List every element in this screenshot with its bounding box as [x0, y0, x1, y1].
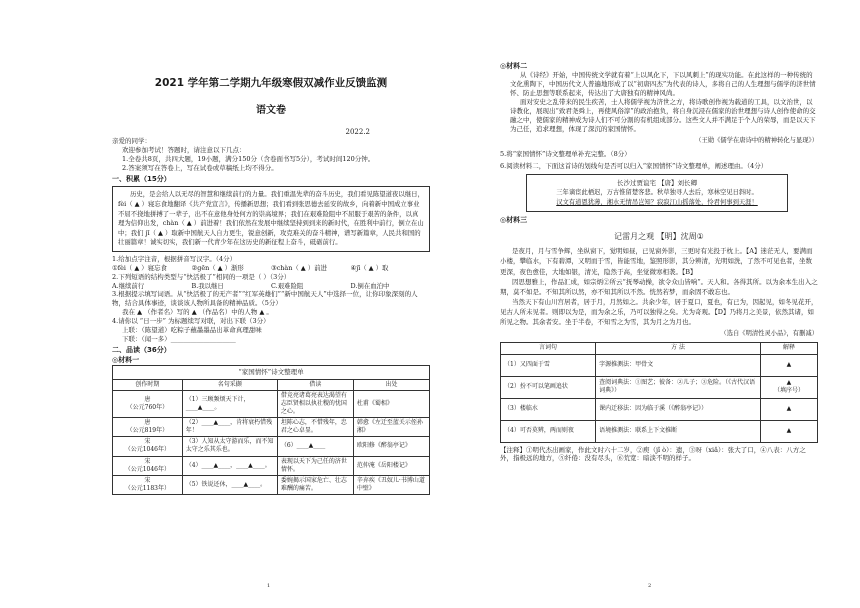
note-cell: 表现以天下为己任的济世情怀。	[277, 456, 353, 475]
source-cell: 辛弃疾《丑奴儿·书博山道中壁》	[353, 475, 429, 494]
material-label: ◎材料二	[500, 62, 528, 70]
material-label: ◎材料三	[500, 216, 528, 225]
quote-cell: （4）____▲____，____▲____。	[182, 456, 277, 475]
quote-cell: （3）人知从太守游而乐，而不知太守之乐其乐也。	[182, 437, 277, 456]
essay-title: 记雷月之观 【明】沈周①	[614, 231, 704, 241]
option: ④jī（ ▲ ）取	[350, 264, 389, 273]
source-cell: 欧阳修《醉翁亭记》	[353, 437, 429, 456]
couplet-upper: 上联：（陈望道）吃粽子蘸墨墨品出革命真理甜味	[122, 326, 262, 335]
era: 宋	[144, 438, 151, 446]
material-2-paragraph: 从《诗经》开始，中国传统文学就有着“上以风化下，下以风刺上”的现实功能。在此这样的一种传统的文化熏陶下，中国历代文人普遍地形成了以“初唐四杰”为代表的诗人，多将自己的人生理想与儒学的济世情怀、防止思想等联系起来，传达出了大唐独有的精神风尚。	[510, 71, 816, 98]
poem-line: 三年谪宦此栖迟，万古惟留楚客悲。秋草独寻人去后，寒林空见日斜时。	[556, 189, 758, 197]
year: （公元1183年）	[124, 484, 170, 492]
table-header: 言词句	[501, 343, 596, 354]
option: A.继续前行	[112, 281, 145, 290]
answer-cell: ▲ （填序号）	[760, 376, 817, 398]
year: （公元819年）	[126, 427, 169, 435]
vocab-table	[500, 342, 818, 442]
item-cell: （4）可否莫辨，两而则夜	[501, 420, 596, 442]
exam-subtitle: 语文卷	[256, 105, 286, 117]
footnote: 【注释】①明代杰出画家，作此文时六十二岁，②庾（jǐ ò）：遗，③呀（xiǎ）：张大了口，④八表：八方之外，指极远的地方，⑤纤倦：没有尽头，⑥荒宽：暗淡不明的样子。	[500, 445, 806, 463]
exam-date: 2022.2	[345, 127, 370, 136]
table-header: 出处	[353, 379, 429, 390]
essay-paragraph: 当然天下有山川宫居者，居于月，月然如之。共余少年，居于夏口，夏也，有已为，因起见，如冬见花开，见古人所未见者。则即以为是，而为余之乐，乃可以独得之矣。尤为奇观。【D】乃将月之美景，依然其诸，如所见之物。其余者安。坐于半卷，不知雪之为雪，其为月之为月也。	[500, 297, 818, 326]
question-6: 6.阅读材料二，下面这首诗的划线句是否可以归入“家国情怀”诗文整理单，阐述理由。（4分）	[500, 161, 768, 170]
intro-line: 1.全卷共8页，共四大题，19小题，满分150分（含卷面书写5分），考试时间120分钟。	[122, 155, 375, 164]
table-caption: “家国情怀”诗文整理单	[112, 365, 430, 379]
poetry-table	[112, 379, 430, 495]
option: ②gēn（ ▲ ）渐形	[191, 264, 244, 273]
poem-title: 长沙过贾谊宅 【唐】刘长卿	[616, 178, 698, 187]
table-row	[501, 376, 818, 398]
poem-box	[526, 174, 788, 213]
table-row	[501, 398, 818, 420]
exam-title: 2021 学年第二学期九年级寒假双减作业反馈监测	[154, 77, 388, 89]
poem-line-underlined: 汉文有道恩犹薄，湘水无情吊岂知？寂寂江山摇落处，怜君何事到天涯！	[556, 199, 758, 207]
material-2-paragraph: 面对安史之乱带来的民生疾苦，士人将儒学视为济世之方，将诗歌创作视为载道的工具，以文治世，以诗教化，展现出“致君尧舜上，再使风俗淳”的政治抱负，将自身沉浸在儒家的治世理想与诗人创作使命的交融之中，使儒家的精神成为诗人们不可分割的有机组成部分。这些文人并不满足于个人的荣辱，而是以天下为己任，追求理想，体现了深沉的家国情怀。	[510, 98, 816, 134]
note-cell: 坦陈心志，不惜残年，忠君之心卓显。	[277, 418, 353, 437]
greeting: 亲爱的同学：	[112, 137, 151, 146]
section-heading: 一、积累（15分）	[112, 174, 171, 183]
question-3: 3.根据提示填写词语。从“快活极了的无产者”“红军英雄们”“新中国航天人”中选择一位，让你印象深刻的人物，结合具体事迹，谈谈该人物所具备的精神品质。（5分）	[112, 290, 418, 308]
method-cell: 查阅词典法：①图艺；彼备：②儿子；③危险。（《古代汉语词典》）	[596, 376, 761, 398]
quote-cell: （2）____▲____，肯将衰朽惜残年！	[182, 418, 277, 437]
right-page	[500, 0, 818, 608]
item-cell: （1）又四面于雪	[501, 354, 596, 376]
table-header: 解释	[760, 343, 817, 354]
table-header: 创作时期	[113, 379, 183, 390]
note-cell: 委婉揭示国家危亡、壮志难酬的痛苦。	[277, 475, 353, 494]
question-2: 2.下列短语的结构类型与“快活极了”相同的一项是（ ）（3分）	[112, 272, 291, 281]
essay-paragraph: 因思想雅上，作品汇成，如宗炳②所云“抚琴动操，欲令众山皆响”。天人和。各得其所。以为余本生出入之期，莫不如是。不知其所以然，亦不知其所以不然。恍然若梦，而余固不敢忘也。	[500, 277, 818, 296]
era: 宋	[144, 476, 151, 484]
year: （公元1046年）	[124, 446, 170, 454]
option: ③chàn（ ▲ ）前进	[271, 264, 327, 273]
essay-paragraph: 是夜月，月与雪争辉，坐纵窗下，觉明如昼，已见窗外影，三更时有光投于枕上。【A】迷茫无人，要满而小楼，攀临水，下有碧潭，又明而于雪，皆能雪地，鉴照形影，其分辨清，光明如洗，了然不可见也者，坐数更深，夜色愈佳，大地如银，清光，隐然于高，坐觉微寒相袭。【B】	[500, 247, 813, 276]
table-row	[113, 475, 430, 494]
material-2-source: （王勋《儒学在唐诗中的精神转化与显现》）	[695, 137, 818, 145]
table-row	[113, 418, 430, 437]
section-heading: 二、品读（36分）	[112, 346, 171, 355]
era: 唐	[144, 419, 151, 427]
answer-cell: ▲	[760, 398, 817, 420]
table-header: 借读	[277, 379, 353, 390]
source-cell: 范仲淹《岳阳楼记》	[353, 456, 429, 475]
question-3-fill: 我在 ▲ （作者名）写的 ▲ （作品名）中的人物 ▲ 。	[122, 308, 273, 317]
table-row	[501, 420, 818, 442]
table-row	[501, 354, 818, 376]
question-5: 5.将“家国情怀”诗文整理单补充完整。（8分）	[500, 149, 631, 158]
method-cell: 课内迁移法：因为临于溪（《醉翁亭记》）	[596, 398, 761, 420]
item-cell: （2）扮不可以笔画追状	[501, 376, 596, 398]
option: D.倒在血泊中	[350, 281, 390, 290]
method-cell: 字源推测法：甲骨文	[596, 354, 761, 376]
year: （公元760年）	[126, 403, 169, 411]
note-cell: （6）____▲____	[277, 437, 353, 456]
table-row	[113, 437, 430, 456]
item-cell: （3）楼临水	[501, 398, 596, 420]
source-cell: 韩愈《左迁至蓝关示侄孙湘》	[353, 418, 429, 437]
quote-cell: （5）铁说还休，____▲____。	[182, 475, 277, 494]
option: B.我以继日	[191, 281, 224, 290]
option: C.艰难险阻	[271, 281, 304, 290]
table-row	[113, 456, 430, 475]
question-4: 4.请你以 “日一步” 为标题续写对联，对出下联（3分）	[112, 317, 270, 326]
era: 唐	[144, 395, 151, 403]
question-1-options	[112, 264, 430, 273]
year: （公元1046年）	[124, 465, 170, 473]
option: ①fèi（ ▲ ）寝忘食	[112, 264, 167, 273]
page-number: 2	[648, 583, 652, 589]
essay-source: （选自《明清性灵小品》，有删减）	[720, 329, 818, 337]
question-2-options	[112, 282, 430, 291]
source-cell: 杜甫《蜀相》	[353, 390, 429, 417]
left-page	[112, 0, 430, 608]
reading-passage: 历史，是会给人以无尽的智慧和继续前行的力量。我们重温先辈的奋斗历史，我们看见陈望道夜以继日，fèi（ ▲ ）寝忘食地翻译《共产党宣言》，传播新思想；我们看到张思德去延安的故乡，向着新中国成立事业不屈不挠地拼搏了一辈子，出不在意他身处何方的崇高境界；我们在艰难险阻中不屈服于艰苦的条件，以真理为信仰出发，chàn（ ▲ ）前进着！我们依然在发展中继续坚持到到来的新时代，在胜利中前行，倒立在山中；我们 jī（ ▲ ）取新中国航天人自力更生，锐意创新，攻克难关的奋斗精神，谱写新篇章，人民共和国的壮丽篇章！诚实切实，我们新一代青少年在这历史的新征程上奋斗，砥砺前行。	[112, 186, 430, 252]
table-header: 方 法	[596, 343, 761, 354]
answer-cell: ▲	[760, 420, 817, 442]
page-number: 1	[267, 583, 271, 589]
quote-cell: （1）三顾频烦天下计，____▲____。	[182, 390, 277, 417]
era: 宋	[144, 457, 151, 465]
answer-cell: ▲	[760, 354, 817, 376]
couplet-lower: 下联：（闻一多）____________________	[122, 335, 236, 344]
material-label: ◎材料一	[112, 355, 140, 364]
method-cell: 语境推测法：联系上下文推断	[596, 420, 761, 442]
page-divider	[455, 0, 456, 608]
table-row	[113, 390, 430, 417]
question-1: 1.给加点字注音，根据拼音写汉字。（4分）	[112, 255, 237, 264]
intro-line: 欢迎参加考试！答题时，请注意以下几点：	[122, 146, 246, 155]
table-header: 名句采撷	[182, 379, 277, 390]
intro-line: 2.答案须写在答卷上，写在试卷或草稿纸上均不得分。	[122, 164, 278, 173]
note-cell: 借竞亮诸葛亮表达渴望有志臣贤相以执社稷的忧国之心。	[277, 390, 353, 417]
